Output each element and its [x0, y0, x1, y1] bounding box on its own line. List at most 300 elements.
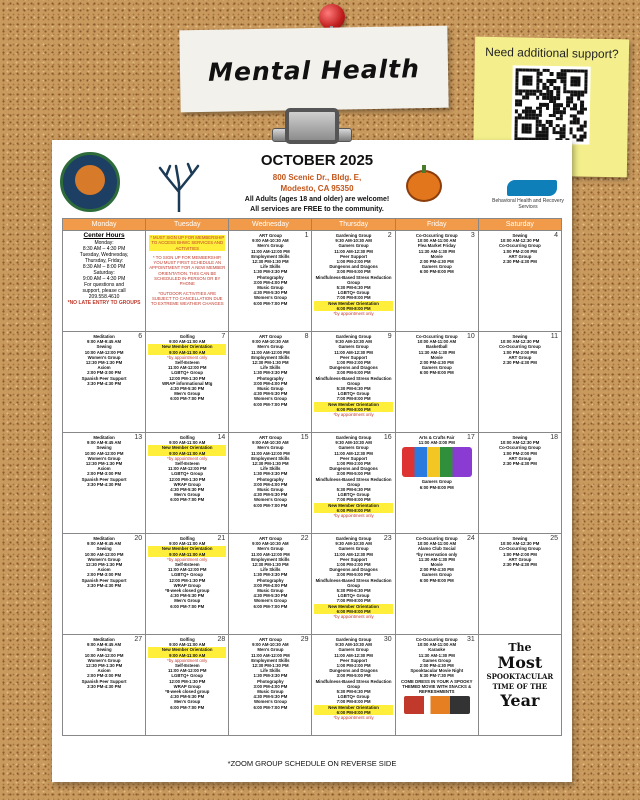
- calendar-header: [52, 140, 572, 220]
- event-line: 6:00 PM-7:00 PM: [253, 502, 288, 508]
- event-line: Employment Skills: [251, 455, 290, 461]
- event-line: 9:00 AM-9:45 AM: [87, 440, 122, 446]
- spooktacular-word: TIME OF THE: [492, 682, 548, 691]
- event-line: LGBTQ+ Group: [337, 391, 370, 397]
- calendar-day-cell[interactable]: [479, 231, 562, 332]
- event-line: Axiom: [97, 668, 111, 674]
- appointment-note: *by appointment only: [333, 715, 374, 721]
- event-line: 9:30 AM-10:30 AM: [335, 440, 372, 446]
- event-line: Music Group: [257, 487, 284, 493]
- event-line: Meditation: [93, 435, 115, 440]
- event-line: 7:00 PM-8:00 PM: [336, 598, 371, 604]
- calendar-day-cell[interactable]: [229, 433, 312, 534]
- event-line: Peer Support: [340, 556, 368, 562]
- day-number: 16: [383, 434, 392, 441]
- event-line: Mindfulness-Based Stress Reduction Group: [315, 678, 392, 689]
- event-line: 4:30 PM-5:30 PM: [253, 290, 288, 296]
- event-line: Gamers Group: [421, 572, 452, 578]
- event-line: 7:00 PM-8:00 PM: [336, 396, 371, 402]
- appointment-note: *by appointment only: [333, 311, 374, 317]
- event-line: 1:00 PM-2:00 PM: [336, 663, 371, 669]
- day-number: 20: [134, 535, 143, 542]
- event-line: *8-week closed group: [165, 689, 210, 695]
- event-line: Arts & Crafts Fair: [418, 435, 455, 440]
- event-line: Golfing: [179, 637, 195, 642]
- event-line: 2:30 PM-4:30 PM: [502, 360, 537, 366]
- event-line: 11:00 AM-12:30 PM: [334, 450, 373, 456]
- membership-note: * MUST SIGN UP FOR MEMBERSHIP TO ACCESS BHWC SERVICES AND ACTIVITIES: [150, 235, 225, 251]
- county-logo-icon: [507, 180, 557, 196]
- event-line: 6:00 PM-7:00 PM: [170, 603, 205, 609]
- day-header-saturday: Saturday: [479, 219, 562, 231]
- event-line: 3:00 PM-5:00 PM: [336, 370, 371, 376]
- day-header-wednesday: Wednesday: [229, 219, 312, 231]
- event-line: 9:00 AM-11:00 AM: [148, 451, 226, 456]
- event-line: 9:00 AM-10:30 AM: [252, 440, 289, 446]
- event-line: Gamers Group: [338, 546, 369, 552]
- center-hours-line: Thursday, Friday:: [84, 258, 124, 264]
- day-number: 17: [467, 434, 475, 441]
- event-line: 1:30 PM-3:30 PM: [253, 572, 288, 578]
- calendar-day-cell[interactable]: [312, 231, 395, 332]
- calendar-day-cell[interactable]: [396, 231, 479, 332]
- event-line: Life Skills: [260, 668, 281, 674]
- event-line: 4:30 PM-5:30 PM: [253, 593, 288, 599]
- event-line: Sewing: [512, 536, 528, 541]
- event-line: 9:30 AM-10:30 AM: [335, 642, 372, 648]
- event-line: Music Group: [257, 285, 284, 291]
- event-line: 2:30 PM-4:30 PM: [502, 461, 537, 467]
- event-line: Co-Occurring Group: [415, 637, 458, 642]
- appointment-note: *by appointment only: [167, 556, 208, 562]
- event-line: LGBTQ+ Group: [337, 593, 370, 599]
- calendar-day-cell[interactable]: [63, 534, 146, 635]
- spooktacular-word: Year: [500, 691, 540, 710]
- event-line: Men's Group: [257, 546, 284, 552]
- craft-supplies-icon: [402, 447, 472, 477]
- calendar-day-cell[interactable]: [146, 635, 229, 736]
- event-line: 4:30 PM-5:30 PM: [253, 492, 288, 498]
- event-line: New Member Orientation: [148, 445, 226, 450]
- event-line: Women's Group: [253, 497, 287, 503]
- calendar-day-cell[interactable]: [312, 332, 395, 433]
- event-line: Axiom: [97, 365, 111, 371]
- event-line: 4:30 PM-5:30 PM: [170, 694, 205, 700]
- event-line: 10:00 AM-11:00 AM: [417, 541, 457, 547]
- event-line: 1:00 PM-2:00 PM: [336, 461, 371, 467]
- event-line: 6:00 PM-7:00 PM: [170, 497, 205, 503]
- event-line: 5:30 PM-6:30 PM: [336, 487, 371, 493]
- event-line: 6:00 PM-7:00 PM: [170, 704, 205, 710]
- event-line: Co-Occurring Group: [415, 536, 458, 541]
- appointment-note: *by appointment only: [333, 614, 374, 620]
- zoom-footer-note: *ZOOM GROUP SCHEDULE ON REVERSE SIDE: [227, 759, 397, 768]
- event-line: 10:00 AM-11:00 AM: [417, 339, 457, 345]
- event-line: 12:30 PM-1:30 PM: [252, 562, 289, 568]
- event-line: Gamers Group: [421, 365, 452, 371]
- event-line: ART Group: [258, 334, 282, 339]
- event-line: 4:30 PM-5:30 PM: [253, 694, 288, 700]
- event-line: 9:30 AM-10:30 AM: [335, 339, 372, 345]
- event-line: Basketball: [425, 344, 448, 350]
- calendar-day-cell[interactable]: [479, 332, 562, 433]
- appointment-note: *by appointment only: [333, 513, 374, 519]
- membership-note: * TO SIGN UP FOR MEMBERSHIP, YOU MUST FIRST SCHEDULE AN APPOINTMENT FOR A NEW MEMBER ORIENTATION. THIS CAN BE SCHEDULED IN-PERSON OR BY PHONE: [149, 254, 226, 287]
- spooktacular-word: The: [508, 641, 532, 654]
- event-line: Sewing: [96, 344, 112, 350]
- event-line: Movie: [430, 253, 443, 259]
- day-header-friday: Friday: [396, 219, 479, 231]
- day-number: 8: [304, 333, 309, 340]
- day-number: 22: [300, 535, 309, 542]
- event-line: Life Skills: [260, 365, 281, 371]
- center-hours-line: 8:30 AM – 4:30 PM: [82, 246, 126, 252]
- event-line: Gamers Group: [338, 445, 369, 451]
- event-line: Music Group: [257, 689, 284, 695]
- event-line: 10:00 AM-11:00 AM: [417, 238, 457, 244]
- event-line: 3:00 PM-5:00 PM: [336, 572, 371, 578]
- day-number: 10: [467, 333, 475, 340]
- event-line: Photography: [257, 678, 284, 684]
- event-line: Life Skills: [260, 466, 281, 472]
- event-line: Mindfulness-Based Stress Reduction Group: [315, 274, 392, 285]
- calendar-grid: [62, 218, 562, 736]
- event-line: New Member Orientation: [314, 503, 392, 508]
- event-line: Women's Group: [87, 657, 121, 663]
- calendar-day-cell[interactable]: [229, 332, 312, 433]
- event-line: 6:00 PM-8:00 PM: [314, 508, 392, 513]
- event-line: 2:00 PM-4:30 PM: [419, 360, 454, 366]
- event-line: 3:00 PM-4:00 PM: [253, 582, 288, 588]
- event-line: Mindfulness-Based Stress Reduction Group: [315, 375, 392, 386]
- event-line: Axiom: [97, 567, 111, 573]
- event-line: Self-Esteem: [174, 663, 200, 669]
- event-line: Gardening Group: [335, 536, 372, 541]
- center-hours-line: 8:30 AM – 8:00 PM: [82, 264, 126, 270]
- event-line: New Member Orientation: [314, 705, 392, 710]
- event-line: 7:00 PM-8:00 PM: [336, 497, 371, 503]
- event-line: Photography: [257, 375, 284, 381]
- event-line: Employment Skills: [251, 657, 290, 663]
- event-line: 4:30 PM-5:30 PM: [170, 487, 205, 493]
- event-line: 1:00 PM-2:00 PM: [336, 259, 371, 265]
- event-line: 1:30 PM-3:30 PM: [253, 673, 288, 679]
- address-line-1: 800 Scenic Dr., Bldg. E,: [272, 173, 362, 182]
- event-line: 9:30 AM-10:30 AM: [335, 238, 372, 244]
- calendar-day-cell[interactable]: [229, 534, 312, 635]
- event-line: 2:00 PM-3:00 PM: [87, 572, 122, 578]
- day-number: 24: [467, 535, 475, 542]
- calendar-day-cell[interactable]: [146, 231, 229, 332]
- event-line: Games Group: [422, 657, 451, 663]
- event-line: Gamers Group: [338, 647, 369, 653]
- calendar-day-cell[interactable]: [312, 433, 395, 534]
- event-line: Golfing: [179, 435, 195, 440]
- day-header-thursday: Thursday: [312, 219, 395, 231]
- bare-tree-icon: [154, 162, 204, 212]
- event-line: 6:00 PM-7:00 PM: [253, 704, 288, 710]
- event-line: LGBTQ+ Group: [171, 471, 204, 477]
- event-line: Sewing: [512, 435, 528, 440]
- calendar-day-cell[interactable]: [63, 231, 146, 332]
- event-line: 9:00 AM-11:00 AM: [148, 653, 226, 658]
- event-line: Photography: [257, 577, 284, 583]
- event-line: WRAP informational Mtg: [162, 380, 213, 386]
- event-line: Men's Group: [257, 647, 284, 653]
- event-line: 6:00 PM-8:00 PM: [314, 609, 392, 614]
- calendar-day-cell[interactable]: [312, 635, 395, 736]
- event-line: 6:00 PM-8:00 PM: [314, 407, 392, 412]
- appointment-note: *by appointment only: [167, 354, 208, 360]
- event-line: 11:00 AM-12:30 PM: [334, 652, 373, 658]
- center-hours-line: Tuesday, Wednesday,: [79, 252, 129, 258]
- calendar-day-cell[interactable]: [146, 332, 229, 433]
- center-hours-line: support, please call: [82, 288, 126, 294]
- event-line: 4:30 PM-5:30 PM: [170, 386, 205, 392]
- event-line: 12:30 PM-1:30 PM: [252, 360, 289, 366]
- qr-code-icon[interactable]: [511, 65, 590, 144]
- event-line: 1:00 PM-2:00 PM: [502, 248, 537, 254]
- event-line: Spanish Peer Support: [81, 577, 127, 583]
- center-hours-line: Monday:: [94, 240, 114, 246]
- event-line: Employment Skills: [251, 556, 290, 562]
- halloween-snacks-icon: [404, 696, 470, 714]
- event-line: Co-Occurring Group: [499, 546, 541, 552]
- event-line: Sewing: [512, 334, 528, 339]
- event-line: Women's Group: [87, 455, 121, 461]
- day-number: 13: [134, 434, 143, 441]
- center-hours-line: 9:00 AM – 4:30 PM: [82, 276, 126, 282]
- event-line: WRAP Group: [173, 582, 201, 588]
- calendar-day-cell[interactable]: [63, 433, 146, 534]
- event-line: 2:00 PM-4:30 PM: [419, 259, 454, 265]
- event-line: New Member Orientation: [148, 344, 226, 349]
- title-banner: [179, 26, 448, 113]
- event-line: LGBTQ+ Group: [171, 572, 204, 578]
- event-line: 11:00 AM-12:30 PM: [334, 551, 373, 557]
- calendar-day-cell[interactable]: [396, 433, 479, 534]
- event-line: Music Group: [257, 386, 284, 392]
- calendar-day-cell[interactable]: [479, 433, 562, 534]
- event-line: Gardening Group: [335, 637, 372, 642]
- event-line: Movie: [430, 562, 443, 568]
- day-number: 1: [304, 232, 309, 239]
- county-dept-name: Behavioral Health and Recovery Services: [492, 198, 564, 210]
- event-line: 9:00 AM-11:00 AM: [169, 642, 206, 648]
- event-line: 3:00 PM-5:00 PM: [336, 471, 371, 477]
- event-line: Gamers Group: [338, 243, 369, 249]
- event-line: 10:00 AM-12:30 PM: [500, 541, 540, 547]
- event-line: ART Group: [508, 556, 532, 562]
- event-line: 3:30 PM-4:30 PM: [87, 683, 122, 689]
- event-line: 6:00 PM-7:00 PM: [253, 401, 288, 407]
- event-line: 12:00 PM-1:30 PM: [169, 577, 206, 583]
- event-line: Peer Support: [340, 455, 368, 461]
- event-line: 11:00 AM-12:00 PM: [167, 466, 207, 472]
- calendar-day-cell[interactable]: [229, 231, 312, 332]
- calendar-day-cell[interactable]: [396, 534, 479, 635]
- day-number: 2: [387, 232, 392, 239]
- event-line: Men's Group: [257, 344, 284, 350]
- event-line: Mindfulness-Based Stress Reduction Group: [315, 577, 392, 588]
- event-line: Men's Group: [174, 492, 201, 498]
- calendar-day-cell[interactable]: [479, 534, 562, 635]
- day-number: 3: [470, 232, 475, 239]
- event-line: Women's Group: [253, 295, 287, 301]
- event-line: Women's Group: [87, 354, 121, 360]
- month-title: OCTOBER 2025: [260, 152, 374, 169]
- event-line: 11:30 AM-1:30 PM: [418, 652, 455, 658]
- event-line: Co-Occurring Group: [415, 233, 458, 238]
- event-line: Peer Support: [340, 354, 368, 360]
- calendar-day-cell[interactable]: [146, 433, 229, 534]
- event-line: Gamers Group: [338, 344, 369, 350]
- day-number: 14: [217, 434, 226, 441]
- calendar-day-cell[interactable]: [229, 635, 312, 736]
- event-line: 1:00 PM-2:00 PM: [502, 551, 537, 557]
- event-line: 6:00 PM-8:00 PM: [419, 370, 454, 376]
- event-line: 5:30 PM-6:30 PM: [336, 285, 371, 291]
- event-line: 9:00 AM-9:45 AM: [87, 339, 122, 345]
- event-line: 3:30 PM-4:30 PM: [87, 380, 122, 386]
- calendar-day-cell[interactable]: [146, 534, 229, 635]
- event-line: 11:00 AM-12:00 PM: [251, 551, 290, 557]
- event-line: Dungeons and Dragons: [329, 567, 378, 573]
- event-line: 5:30 PM-6:30 PM: [336, 588, 371, 594]
- event-line: 12:30 PM-1:30 PM: [252, 663, 289, 669]
- spooktacular-word: Most: [497, 653, 543, 672]
- event-line: 9:00 AM-9:45 AM: [87, 541, 122, 547]
- event-line: Spanish Peer Support: [81, 375, 127, 381]
- event-line: Meditation: [93, 334, 115, 339]
- event-line: Co-Occurring Group: [499, 344, 541, 350]
- event-line: 2:00 PM-4:30 PM: [419, 663, 454, 669]
- day-number: 25: [550, 535, 558, 542]
- event-line: Employment Skills: [251, 253, 290, 259]
- event-line: 10:00 AM-12:30 PM: [500, 238, 540, 244]
- event-line: ART Group: [508, 354, 532, 360]
- event-line: 10:00 AM-12:30 PM: [500, 339, 540, 345]
- appointment-note: *by appointment only: [167, 657, 208, 663]
- event-line: Golfing: [179, 334, 195, 339]
- day-header-monday: Monday: [63, 219, 146, 231]
- event-line: 9:00 AM-10:30 AM: [252, 642, 289, 648]
- calendar-sheet: [52, 140, 572, 782]
- event-line: 5:30 PM-6:30 PM: [336, 386, 371, 392]
- event-line: Women's Group: [253, 396, 287, 402]
- event-line: 12:30 PM-1:30 PM: [252, 461, 289, 467]
- event-line: 3:00 PM-4:00 PM: [253, 279, 288, 285]
- event-line: 3:30 PM-4:30 PM: [87, 481, 122, 487]
- event-line: 6:00 PM-8:00 PM: [419, 577, 454, 583]
- appointment-note: *by appointment only: [333, 412, 374, 418]
- event-line: New Member Orientation: [314, 604, 392, 609]
- day-number: 6: [138, 333, 143, 340]
- event-line: Mindfulness-Based Stress Reduction Group: [315, 476, 392, 487]
- calendar-day-cell[interactable]: [63, 332, 146, 433]
- binder-clip-icon: [285, 108, 339, 144]
- event-line: WRAP Group: [173, 683, 201, 689]
- calendar-day-cell[interactable]: [396, 635, 479, 736]
- day-number: 9: [387, 333, 392, 340]
- calendar-day-cell[interactable]: [312, 534, 395, 635]
- day-number: 30: [383, 636, 392, 643]
- event-line: 2:00 PM-4:30 PM: [419, 567, 454, 573]
- event-line: Photography: [257, 476, 284, 482]
- event-line: 6:00 PM-7:00 PM: [170, 396, 205, 402]
- calendar-day-cell[interactable]: [63, 635, 146, 736]
- event-line: New Member Orientation: [314, 301, 392, 306]
- event-line: 11:00 AM-12:00 PM: [167, 567, 207, 573]
- day-number: 21: [217, 535, 226, 542]
- event-line: 10:00 AM-12:00 PM: [84, 551, 124, 557]
- jack-o-lantern-icon: [406, 170, 442, 202]
- event-line: Life Skills: [260, 264, 281, 270]
- event-line: Men's Group: [257, 445, 284, 451]
- event-line: New Member Orientation: [148, 546, 226, 551]
- event-line: Golfing: [179, 536, 195, 541]
- event-line: Axiom: [97, 466, 111, 472]
- event-line: 11:00 AM-12:00 PM: [167, 365, 207, 371]
- late-entry-note: *NO LATE ENTRY TO GROUPS: [67, 300, 141, 306]
- event-line: Women's Group: [253, 598, 287, 604]
- event-line: Gamers Group: [421, 479, 452, 485]
- event-line: 5:30 PM-7:30 PM: [419, 673, 454, 679]
- event-line: Spooktacular Movie Night: [410, 668, 464, 674]
- event-line: Co-Occurring Group: [499, 445, 541, 451]
- event-line: ART Group: [508, 455, 532, 461]
- center-hours-line: 209.558.4610: [88, 294, 120, 300]
- event-line: 10:00 AM-12:00 PM: [84, 652, 124, 658]
- event-line: New Member Orientation: [314, 402, 392, 407]
- event-line: 6:00 PM-7:00 PM: [253, 300, 288, 306]
- event-line: Sewing: [512, 233, 528, 238]
- event-line: LGBTQ+ Group: [337, 290, 370, 296]
- event-line: 7:00 PM-8:00 PM: [336, 699, 371, 705]
- event-line: Meditation: [93, 536, 115, 541]
- event-line: 11:00 AM-12:00 PM: [167, 668, 207, 674]
- wellness-center-logo-icon: [60, 152, 120, 212]
- event-line: Photography: [257, 274, 284, 280]
- event-line: Dungeons and Dragons: [329, 466, 378, 472]
- event-line: Women's Group: [87, 556, 121, 562]
- event-line: 5:30 PM-6:30 PM: [336, 689, 371, 695]
- event-line: 11:00 AM-12:00 PM: [251, 450, 290, 456]
- event-line: 6:00 PM-8:00 PM: [314, 306, 392, 311]
- center-hours-line: For questions and: [84, 282, 125, 288]
- calendar-day-cell[interactable]: [479, 635, 562, 736]
- event-line: 6:00 PM-8:00 PM: [419, 484, 454, 490]
- calendar-day-cell[interactable]: [396, 332, 479, 433]
- free-services: All services are FREE to the community.: [250, 206, 384, 213]
- event-line: Dungeons and Dragons: [329, 264, 378, 270]
- event-line: 11:00 AM-12:30 PM: [334, 349, 373, 355]
- event-line: LGBTQ+ Group: [337, 492, 370, 498]
- event-line: Self-Esteem: [174, 562, 200, 568]
- membership-note: *OUTDOOR ACTIVITIES ARE SUBJECT TO CANCELLATION DUE TO EXTREME WEATHER CHANGES: [150, 290, 224, 307]
- event-line: 9:30 AM-10:30 AM: [335, 541, 372, 547]
- event-line: 10:00 AM-11:00 AM: [417, 642, 457, 648]
- event-line: Flea Market Friday: [417, 243, 456, 249]
- event-line: ART Group: [258, 435, 282, 440]
- event-line: 2:00 PM-3:00 PM: [87, 370, 122, 376]
- event-line: 1:00 PM-2:00 PM: [502, 450, 537, 456]
- event-line: 6:00 PM-8:00 PM: [419, 269, 454, 275]
- event-line: 12:30 PM-1:30 PM: [85, 461, 123, 467]
- event-line: Women's Group: [253, 699, 287, 705]
- event-line: 9:00 AM-11:00 AM: [169, 339, 206, 345]
- day-number: 23: [383, 535, 392, 542]
